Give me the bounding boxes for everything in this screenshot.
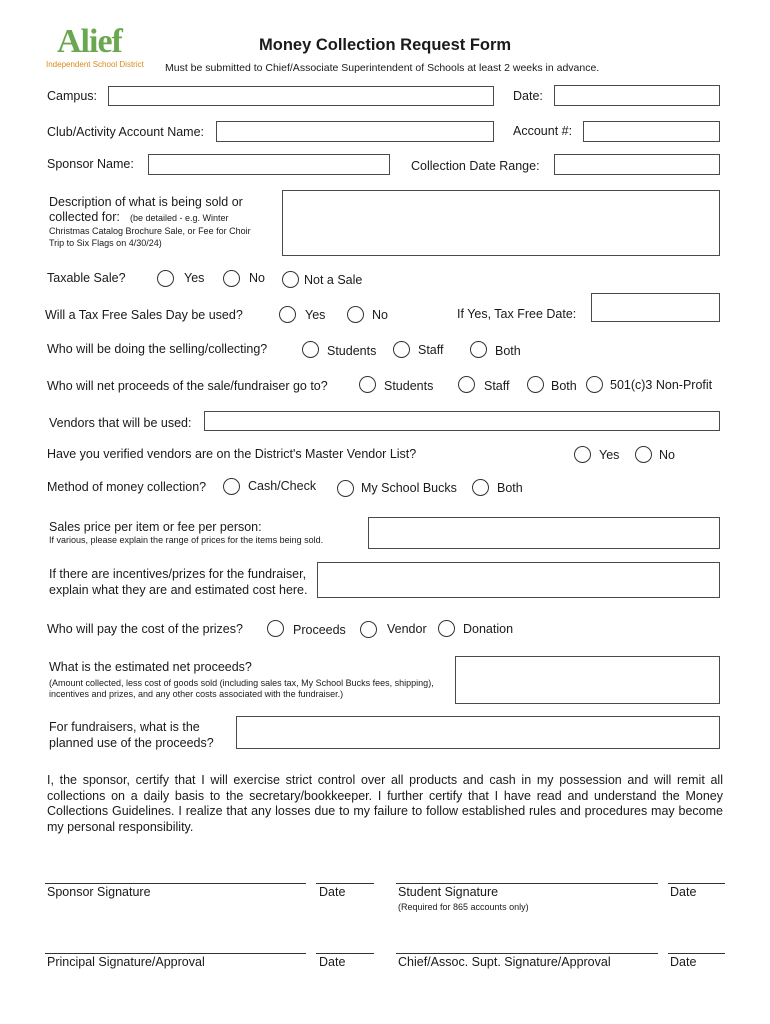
collection-method-label: Method of money collection? — [47, 480, 207, 494]
description-label-line1: Description of what is being sold or — [49, 195, 243, 209]
sponsor-signature-line[interactable] — [45, 883, 306, 884]
account-number-field[interactable] — [583, 121, 720, 142]
selling-students-label: Students — [327, 344, 377, 358]
selling-both-radio[interactable] — [470, 341, 487, 358]
net-both-label: Both — [551, 379, 577, 393]
sales-price-hint: If various, please explain the range of prices for the items being sold. — [49, 535, 324, 545]
planned-use-label-line1: For fundraisers, what is the — [49, 720, 200, 734]
date-field[interactable] — [554, 85, 720, 106]
taxable-not-a-sale-label: Not a Sale — [304, 273, 363, 287]
net-students-radio[interactable] — [359, 376, 376, 393]
chief-date-label: Date — [670, 955, 697, 969]
sponsor-date-label: Date — [319, 885, 346, 899]
sales-price-field[interactable] — [368, 517, 720, 549]
student-signature-label: Student Signature — [398, 885, 499, 899]
certification-paragraph: I, the sponsor, certify that I will exercise strict control over all products and cash in my possession and will remit all collections on a daily basis to the secretary/bookkeeper. I further certify that I have read and understand the Money Collections Guidelines. I realize that any losses due to my failure to follow established rules and procedures may become my personal responsibility. — [47, 773, 723, 834]
net-staff-label: Staff — [484, 379, 510, 393]
tax-free-date-label: If Yes, Tax Free Date: — [457, 307, 577, 321]
selling-students-radio[interactable] — [302, 341, 319, 358]
tax-free-no-label: No — [372, 308, 388, 322]
verified-vendors-label: Have you verified vendors are on the District's Master Vendor List? — [47, 447, 417, 461]
prize-donation-radio[interactable] — [438, 620, 455, 637]
sponsor-name-label: Sponsor Name: — [47, 157, 134, 171]
method-both-radio[interactable] — [472, 479, 489, 496]
chief-date-line[interactable] — [668, 953, 725, 954]
selling-staff-radio[interactable] — [393, 341, 410, 358]
net-students-label: Students — [384, 379, 434, 393]
description-hint-2: Christmas Catalog Brochure Sale, or Fee for Choir — [49, 226, 251, 236]
description-hint-3: Trip to Six Flags on 4/30/24) — [49, 238, 162, 248]
net-staff-radio[interactable] — [458, 376, 475, 393]
sponsor-name-field[interactable] — [148, 154, 390, 175]
selling-both-label: Both — [495, 344, 521, 358]
taxable-yes-label: Yes — [184, 271, 205, 285]
campus-field[interactable] — [108, 86, 494, 106]
tax-free-date-field[interactable] — [591, 293, 720, 322]
collection-date-range-label: Collection Date Range: — [411, 159, 540, 173]
incentives-label-line2: explain what they are and estimated cost here. — [49, 583, 308, 597]
taxable-not-a-sale-radio[interactable] — [282, 271, 299, 288]
student-signature-note: (Required for 865 accounts only) — [398, 902, 529, 912]
net-proceeds-label: What is the estimated net proceeds? — [49, 660, 252, 674]
vendors-field[interactable] — [204, 411, 720, 431]
principal-date-label: Date — [319, 955, 346, 969]
method-cash-radio[interactable] — [223, 478, 240, 495]
method-msb-radio[interactable] — [337, 480, 354, 497]
principal-signature-line[interactable] — [45, 953, 306, 954]
campus-label: Campus: — [47, 89, 98, 103]
verified-no-label: No — [659, 448, 675, 462]
district-logo: Alief — [57, 23, 122, 60]
taxable-yes-radio[interactable] — [157, 270, 174, 287]
taxable-sale-label: Taxable Sale? — [47, 271, 126, 285]
net-proceeds-field[interactable] — [455, 656, 720, 704]
taxable-no-radio[interactable] — [223, 270, 240, 287]
description-label-line2: collected for: — [49, 210, 120, 224]
form-title: Money Collection Request Form — [259, 36, 512, 54]
planned-use-label-line2: planned use of the proceeds? — [49, 736, 214, 750]
account-number-label: Account #: — [513, 124, 573, 138]
form-subtitle: Must be submitted to Chief/Associate Superintendent of Schools at least 2 weeks in advance. — [165, 62, 600, 74]
prize-cost-label: Who will pay the cost of the prizes? — [47, 622, 243, 636]
planned-use-field[interactable] — [236, 716, 720, 749]
prize-proceeds-radio[interactable] — [267, 620, 284, 637]
principal-signature-label: Principal Signature/Approval — [47, 955, 205, 969]
method-both-label: Both — [497, 481, 523, 495]
net-nonprofit-label: 501(c)3 Non-Profit — [610, 378, 713, 392]
sponsor-date-line[interactable] — [316, 883, 374, 884]
sponsor-signature-label: Sponsor Signature — [47, 885, 151, 899]
tax-free-no-radio[interactable] — [347, 306, 364, 323]
prize-proceeds-label: Proceeds — [293, 623, 346, 637]
club-account-name-label: Club/Activity Account Name: — [47, 125, 205, 139]
description-hint-1: (be detailed - e.g. Winter — [130, 213, 229, 223]
prize-vendor-label: Vendor — [387, 622, 427, 636]
method-msb-label: My School Bucks — [361, 481, 457, 495]
selling-staff-label: Staff — [418, 343, 444, 357]
sales-price-label: Sales price per item or fee per person: — [49, 520, 262, 534]
net-both-radio[interactable] — [527, 376, 544, 393]
description-field[interactable] — [282, 190, 720, 256]
collection-date-range-field[interactable] — [554, 154, 720, 175]
verified-no-radio[interactable] — [635, 446, 652, 463]
tax-free-yes-label: Yes — [305, 308, 326, 322]
net-nonprofit-radio[interactable] — [586, 376, 603, 393]
prize-vendor-radio[interactable] — [360, 621, 377, 638]
prize-donation-label: Donation — [463, 622, 514, 636]
verified-yes-radio[interactable] — [574, 446, 591, 463]
incentives-label-line1: If there are incentives/prizes for the fundraiser, — [49, 567, 307, 581]
student-date-line[interactable] — [668, 883, 725, 884]
tax-free-day-label: Will a Tax Free Sales Day be used? — [45, 308, 243, 322]
net-proceeds-to-label: Who will net proceeds of the sale/fundraiser go to? — [47, 379, 328, 393]
incentives-field[interactable] — [317, 562, 720, 598]
principal-date-line[interactable] — [316, 953, 374, 954]
chief-signature-line[interactable] — [396, 953, 658, 954]
student-signature-line[interactable] — [396, 883, 658, 884]
tax-free-yes-radio[interactable] — [279, 306, 296, 323]
verified-yes-label: Yes — [599, 448, 620, 462]
district-logo-subtext: Independent School District — [46, 60, 144, 69]
method-cash-label: Cash/Check — [248, 479, 317, 493]
taxable-no-label: No — [249, 271, 265, 285]
club-account-name-field[interactable] — [216, 121, 494, 142]
vendors-label: Vendors that will be used: — [49, 416, 192, 430]
date-label: Date: — [513, 89, 543, 103]
net-proceeds-hint-1: (Amount collected, less cost of goods sold (including sales tax, My School Bucks fees, shipping), — [49, 678, 434, 688]
chief-signature-label: Chief/Assoc. Supt. Signature/Approval — [398, 955, 611, 969]
net-proceeds-hint-2: incentives and prizes, and any other costs associated with the fundraiser.) — [49, 689, 344, 699]
student-date-label: Date — [670, 885, 697, 899]
selling-label: Who will be doing the selling/collecting? — [47, 342, 268, 356]
